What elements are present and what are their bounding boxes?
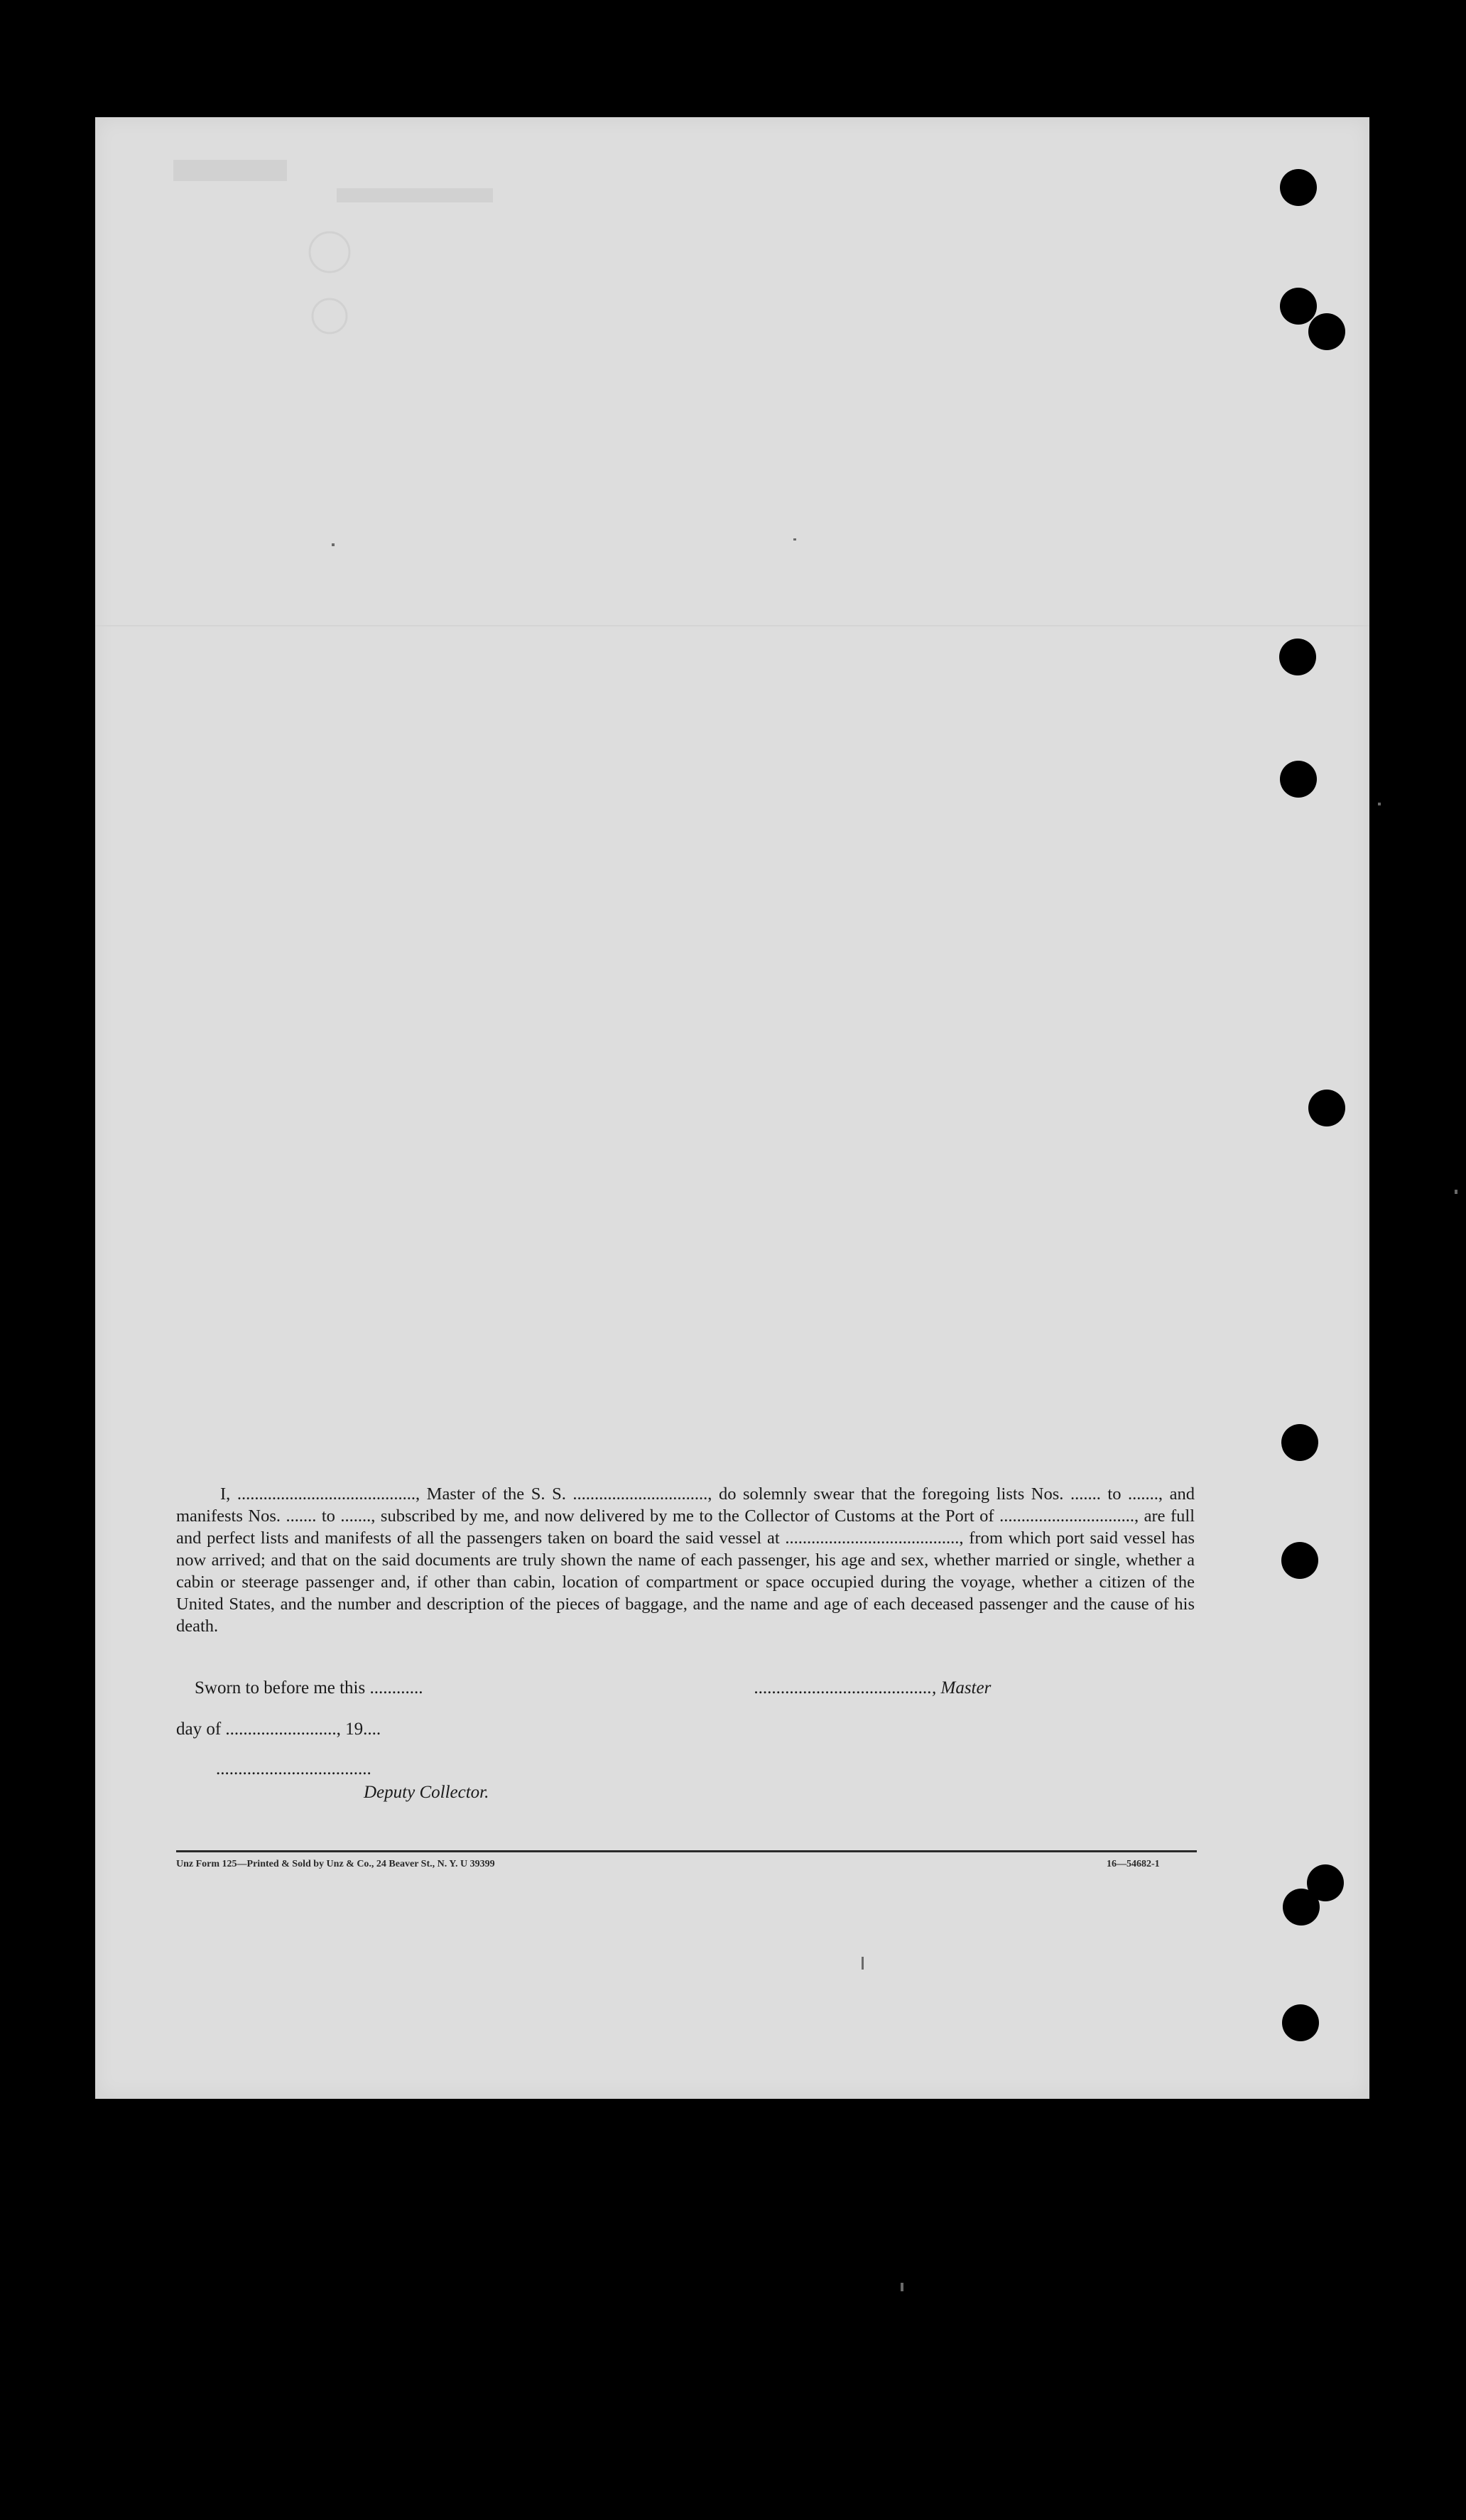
form-number-footer: 16—54682-1: [1107, 1859, 1160, 1869]
scan-speck: [1455, 1190, 1457, 1194]
punch-hole: [1280, 288, 1317, 325]
punch-hole: [1282, 2004, 1319, 2041]
paper-speck: [793, 538, 796, 541]
sworn-line: Sworn to before me this ............: [195, 1678, 423, 1698]
day-line: day of ........................., 19....: [176, 1720, 381, 1739]
oath-paragraph: [176, 1483, 1195, 1637]
scan-speck: [1378, 803, 1381, 805]
punch-hole: [1283, 1889, 1320, 1926]
deputy-signature-dots: ...................................: [216, 1759, 371, 1778]
paper-speck: [332, 543, 335, 546]
form-printer-footer: Unz Form 125—Printed & Sold by Unz & Co., 24 Beaver St., N. Y. U 39399: [176, 1859, 495, 1869]
punch-hole: [1280, 761, 1317, 798]
punch-hole: [1308, 1090, 1345, 1126]
footer-rule: [176, 1850, 1197, 1852]
paper-speck: [862, 1957, 864, 1970]
oath-text: I, ........................................., Master of the S. S. ..............................., do solemnly swear that the foregoing lists Nos. ....... to ......., and manifests Nos. ....... to ......., subscribed by me, and now delivered by me to the Collector of Customs at the Port of ..............................., are full and perfect lists and manifests of all the passengers taken on board the said vessel at ........................................, from which port said vessel has now arrived; and that on the said documents are truly shown the name of each passenger, his age and sex, whether married or single, whether a cabin or steerage passenger and, if other than cabin, location of compartment or space occupied during the voyage, whether a citizen of the United States, and the number and description of the pieces of baggage, and the name and age of each deceased passenger and the cause of his death.: [176, 1484, 1195, 1636]
punch-hole: [1281, 1542, 1318, 1579]
deputy-collector-label: Deputy Collector.: [364, 1783, 489, 1802]
manifest-page-reverse: [95, 117, 1369, 2099]
punch-hole: [1280, 169, 1317, 206]
master-signature-line: ........................................, Master: [754, 1678, 992, 1698]
punch-hole: [1308, 313, 1345, 350]
punch-hole: [1279, 639, 1316, 675]
bleed-through-ghost: [173, 160, 813, 657]
scan-speck: [901, 2283, 903, 2291]
punch-hole: [1281, 1424, 1318, 1461]
